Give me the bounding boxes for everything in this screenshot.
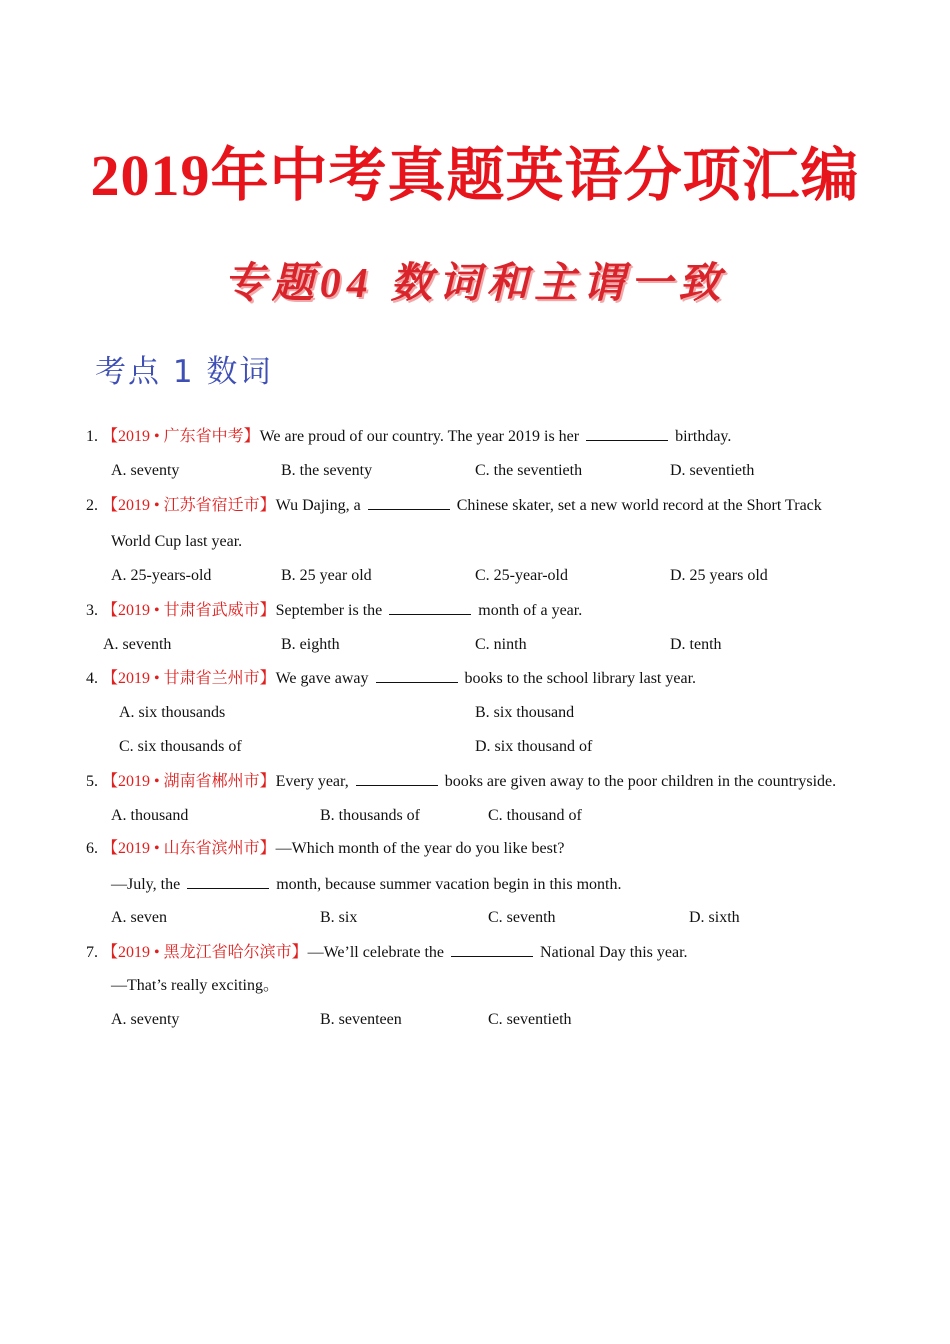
question-text: We gave away [275, 670, 369, 687]
question-continuation [111, 874, 621, 895]
question-number: 7. [86, 944, 98, 961]
question-6 [86, 839, 564, 859]
option-d: D. sixth [689, 909, 740, 926]
answer-blank [356, 771, 438, 786]
question-source: 【2019 • 黑龙江省哈尔滨市】 [102, 944, 308, 961]
option-a: A. 25-years-old [111, 567, 212, 584]
question-text-after: Chinese skater, set a new world record at the Short Track [456, 497, 822, 514]
question-1 [86, 426, 731, 447]
question-number: 1. [86, 428, 98, 445]
question-text-after: books to the school library last year. [464, 670, 697, 687]
option-a: A. thousand [111, 807, 189, 824]
question-4 [86, 668, 696, 689]
document-title: 2019年中考真题英语分项汇编 [90, 143, 860, 208]
question-text: —We’ll celebrate the [307, 944, 445, 961]
question-text: —July, the [111, 876, 181, 893]
option-c: C. seventieth [488, 1011, 572, 1028]
answer-blank [389, 600, 471, 615]
question-source: 【2019 • 山东省滨州市】 [102, 840, 276, 857]
option-c: C. seventh [488, 909, 556, 926]
question-number: 3. [86, 602, 98, 619]
section-heading: 考点 1 数词 [95, 354, 273, 390]
option-c: C. 25-year-old [475, 567, 568, 584]
option-d: D. six thousand of [475, 738, 593, 755]
answer-blank [451, 942, 533, 957]
option-c: C. ninth [475, 636, 527, 653]
answer-blank [586, 426, 668, 441]
question-text: Wu Dajing, a [275, 497, 361, 514]
question-7 [86, 942, 688, 963]
question-2 [86, 495, 822, 516]
option-b: B. six thousand [475, 704, 575, 721]
question-text: —Which month of the year do you like best? [275, 840, 565, 857]
question-number: 5. [86, 773, 98, 790]
option-b: B. eighth [281, 636, 340, 653]
option-b: B. thousands of [320, 807, 420, 824]
question-number: 2. [86, 497, 98, 514]
option-b: B. seventeen [320, 1011, 402, 1028]
option-b: B. the seventy [281, 462, 373, 479]
question-number: 6. [86, 840, 98, 857]
question-text-after: books are given away to the poor children in the countryside. [444, 773, 837, 790]
question-source: 【2019 • 湖南省郴州市】 [102, 773, 276, 790]
option-d: D. seventieth [670, 462, 755, 479]
option-a: A. seventh [103, 636, 172, 653]
option-c: C. thousand of [488, 807, 582, 824]
option-b: B. six [320, 909, 358, 926]
option-a: A. six thousands [119, 704, 226, 721]
question-text-after: month, because summer vacation begin in this month. [276, 876, 622, 893]
question-text: We are proud of our country. The year 2019 is her [259, 428, 580, 445]
option-d: D. 25 years old [670, 567, 768, 584]
answer-blank [187, 874, 269, 889]
question-3 [86, 600, 582, 621]
option-b: B. 25 year old [281, 567, 372, 584]
option-a: A. seventy [111, 1011, 180, 1028]
question-continuation: World Cup last year. [111, 533, 243, 550]
question-source: 【2019 • 甘肃省兰州市】 [102, 670, 276, 687]
question-text-after: month of a year. [478, 602, 583, 619]
option-c: C. the seventieth [475, 462, 583, 479]
option-c: C. six thousands of [119, 738, 242, 755]
question-text-after: National Day this year. [540, 944, 688, 961]
question-text-after: birthday. [675, 428, 732, 445]
question-source: 【2019 • 江苏省宿迁市】 [102, 497, 276, 514]
question-source: 【2019 • 甘肃省武威市】 [102, 602, 276, 619]
question-number: 4. [86, 670, 98, 687]
option-d: D. tenth [670, 636, 722, 653]
option-a: A. seventy [111, 462, 180, 479]
answer-blank [368, 495, 450, 510]
question-text: September is the [275, 602, 383, 619]
document-subtitle: 专题04 数词和主谓一致 [223, 261, 727, 307]
question-source: 【2019 • 广东省中考】 [102, 428, 260, 445]
question-5 [86, 771, 836, 792]
question-text: Every year, [275, 773, 349, 790]
question-continuation: —That’s really exciting。 [111, 977, 279, 994]
option-a: A. seven [111, 909, 167, 926]
answer-blank [376, 668, 458, 683]
